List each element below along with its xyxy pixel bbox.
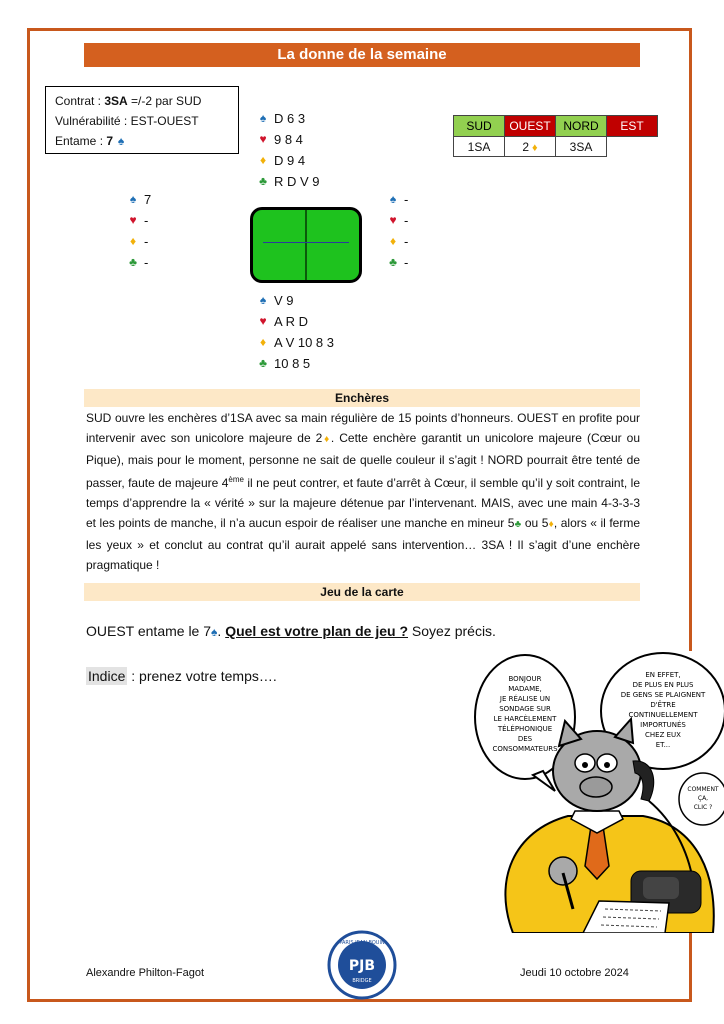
north-diamonds: D 9 4 bbox=[274, 153, 306, 168]
lead-label: Entame : bbox=[55, 134, 107, 148]
club-icon: ♣ bbox=[259, 174, 267, 188]
east-diamonds: - bbox=[404, 234, 409, 249]
bubble-left-line-1: MADAME, bbox=[508, 685, 542, 693]
bubble-right-line-7: ET... bbox=[655, 741, 671, 749]
bubble-right-line-5: IMPORTUNÉS bbox=[640, 721, 686, 729]
question-dot: . bbox=[217, 623, 226, 639]
encheres-text-5: , alors « il ferme les yeux » et conclut au contrat qu’il aurait appelé sans intervention… 3SA ! Il s’agit d’une enchère pragmatique ! bbox=[86, 516, 640, 572]
contract-line bbox=[55, 91, 229, 111]
diamond-icon: ♦ bbox=[259, 153, 267, 167]
bubble-left-line-3: SONDAGE SUR bbox=[499, 705, 551, 713]
diamond-icon: ♦ bbox=[532, 141, 538, 154]
bubble-right-line-3: D'ÊTRE bbox=[650, 701, 676, 709]
south-hearts: A R D bbox=[274, 314, 308, 329]
east-hand bbox=[386, 189, 408, 273]
club-icon: ♣ bbox=[514, 519, 522, 530]
jeu-header: Jeu de la carte bbox=[84, 583, 640, 601]
spade-icon: ♠ bbox=[211, 625, 218, 639]
bidding-row bbox=[454, 137, 658, 157]
bubble-left-line-0: BONJOUR bbox=[508, 675, 542, 683]
bid-ouest: 2 bbox=[522, 139, 530, 154]
contract-value: 3SA bbox=[104, 94, 128, 108]
logo-top-text: PARIS JEAN BOUIN bbox=[339, 940, 385, 946]
table-divider-horizontal bbox=[263, 242, 349, 243]
question-line bbox=[86, 623, 496, 639]
question-prefix: OUEST entame le 7 bbox=[86, 623, 212, 639]
contract-box bbox=[45, 86, 239, 154]
diamond-icon: ♦ bbox=[389, 234, 397, 248]
hint-label: Indice bbox=[88, 668, 126, 684]
west-diamonds: - bbox=[144, 234, 149, 249]
south-hand bbox=[256, 290, 334, 374]
bid-header-ouest: OUEST bbox=[505, 116, 556, 137]
diamond-icon: ♦ bbox=[129, 234, 137, 248]
bid-ouest-cell bbox=[505, 137, 556, 157]
bid-sud: 1SA bbox=[454, 137, 505, 157]
diamond-icon: ♦ bbox=[548, 519, 554, 530]
encheres-text-1: SUD ouvre les enchères d’1SA avec sa main régulière de 15 points d’honneurs. OUEST en profite pour intervenir avec son unicolore majeure de 2 bbox=[86, 411, 640, 445]
club-icon: ♣ bbox=[129, 255, 137, 269]
diamond-icon: ♦ bbox=[322, 434, 331, 445]
bubble-left-line-7: CONSOMMATEURS bbox=[492, 745, 558, 753]
question-suffix: Soyez précis. bbox=[408, 623, 496, 639]
north-clubs: R D V 9 bbox=[274, 174, 320, 189]
bubble-left-line-6: DES bbox=[517, 735, 533, 743]
bubble-right-line-1: DE PLUS EN PLUS bbox=[632, 681, 694, 689]
north-spades: D 6 3 bbox=[274, 111, 306, 126]
bid-header-est: EST bbox=[607, 116, 658, 137]
bubble-right-line-6: CHEZ EUX bbox=[645, 731, 681, 739]
east-hearts: - bbox=[404, 213, 409, 228]
club-logo bbox=[327, 930, 397, 1000]
north-hand bbox=[256, 108, 320, 192]
cartoon-image bbox=[473, 651, 724, 933]
club-icon: ♣ bbox=[389, 255, 397, 269]
bidding-header-row bbox=[454, 116, 658, 137]
vulnerability-line: Vulnérabilité : EST-OUEST bbox=[55, 114, 199, 128]
bubble-small-line-2: CLIC ? bbox=[693, 804, 713, 811]
footer-author: Alexandre Philton-Fagot bbox=[86, 967, 205, 979]
west-clubs: - bbox=[144, 255, 149, 270]
bid-header-sud: SUD bbox=[454, 116, 505, 137]
spade-icon: ♠ bbox=[117, 134, 125, 148]
spade-icon: ♠ bbox=[389, 192, 397, 206]
bridge-table-icon bbox=[250, 207, 362, 283]
south-spades: V 9 bbox=[274, 293, 294, 308]
lead-line bbox=[55, 131, 229, 151]
east-spades: - bbox=[404, 192, 409, 207]
bubble-right-line-0: EN EFFET, bbox=[645, 671, 681, 679]
encheres-text-3: il ne peut contrer, et faute d’arrêt à Cœur, il semble qu’il y soit contraint, le temps d’apprendre la « vérité » sur la majeure détenue par l’intervenant. MAIS, avec une main 4-3-3-3 et les points de manche, il n’a aucun espoir de réaliser une manche en mineur 5 bbox=[86, 476, 640, 530]
footer-date: Jeudi 10 octobre 2024 bbox=[520, 967, 629, 979]
cartoon-drawing bbox=[473, 651, 724, 933]
bid-nord: 3SA bbox=[556, 137, 607, 157]
diamond-icon: ♦ bbox=[259, 335, 267, 349]
north-hearts: 9 8 4 bbox=[274, 132, 303, 147]
bid-est bbox=[607, 137, 658, 157]
bubble-small-line-0: COMMENT bbox=[687, 786, 719, 793]
bubble-left-line-4: LE HARCÈLEMENT bbox=[493, 715, 557, 723]
encheres-sup: ème bbox=[228, 475, 244, 484]
hint-line bbox=[86, 668, 277, 684]
bubble-left-line-2: JE RÉALISE UN bbox=[499, 695, 551, 703]
south-clubs: 10 8 5 bbox=[274, 356, 311, 371]
encheres-text-2: . Cette enchère garantit un unicolore majeure (Cœur ou Pique), mais pour le moment, personne ne sait de quelle couleur il s’agit ! NORD pourrait être tenté de passer, faute de majeure 4 bbox=[86, 431, 640, 490]
bubble-left-line-5: TÉLÉPHONIQUE bbox=[497, 725, 553, 733]
bubble-right-line-2: DE GENS SE PLAIGNENT bbox=[620, 691, 706, 699]
east-clubs: - bbox=[404, 255, 409, 270]
south-diamonds: A V 10 8 3 bbox=[274, 335, 334, 350]
spade-icon: ♠ bbox=[259, 293, 267, 307]
encheres-paragraph bbox=[86, 408, 640, 575]
contract-label: Contrat : bbox=[55, 94, 105, 108]
encheres-header: Enchères bbox=[84, 389, 640, 407]
page-title: La donne de la semaine bbox=[84, 43, 640, 67]
heart-icon: ♥ bbox=[389, 213, 397, 227]
lead-value: 7 bbox=[106, 134, 114, 148]
west-hand bbox=[126, 189, 151, 273]
spade-icon: ♠ bbox=[259, 111, 267, 125]
bid-header-nord: NORD bbox=[556, 116, 607, 137]
hint-text: : prenez votre temps…. bbox=[127, 668, 277, 684]
west-spades: 7 bbox=[144, 192, 152, 207]
bubble-right-line-4: CONTINUELLEMENT bbox=[628, 711, 698, 719]
spade-icon: ♠ bbox=[129, 192, 137, 206]
contract-rest: =/-2 par SUD bbox=[127, 94, 202, 108]
heart-icon: ♥ bbox=[129, 213, 137, 227]
heart-icon: ♥ bbox=[259, 132, 267, 146]
logo-mid-text: PJB bbox=[348, 958, 376, 974]
table-divider-vertical bbox=[305, 210, 307, 280]
question-bold: Quel est votre plan de jeu ? bbox=[225, 623, 409, 639]
encheres-text-4: ou 5 bbox=[521, 516, 549, 530]
club-icon: ♣ bbox=[259, 356, 267, 370]
bubble-small-line-1: ÇA, bbox=[697, 795, 709, 802]
heart-icon: ♥ bbox=[259, 314, 267, 328]
bidding-table bbox=[453, 115, 658, 157]
logo-bottom-text: BRIDGE bbox=[352, 978, 372, 984]
west-hearts: - bbox=[144, 213, 149, 228]
